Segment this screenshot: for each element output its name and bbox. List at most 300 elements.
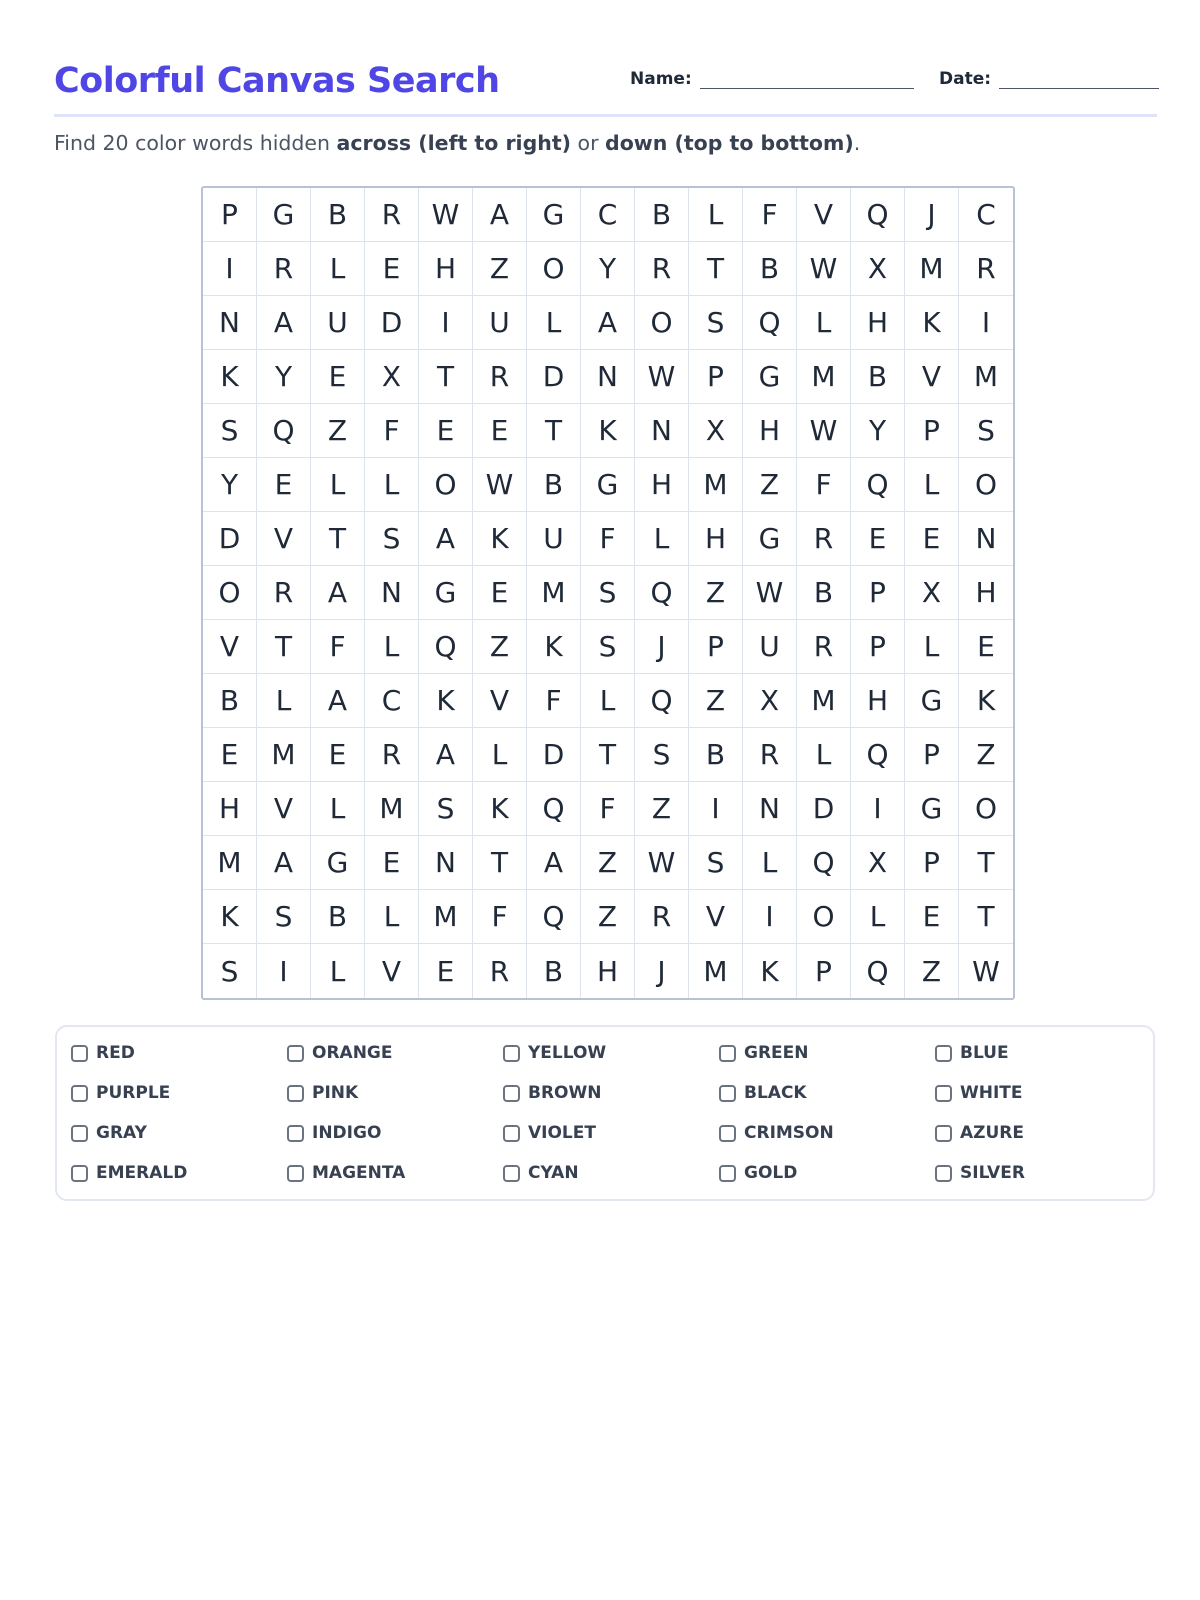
grid-cell[interactable]: Y	[581, 242, 635, 296]
grid-cell[interactable]: W	[419, 188, 473, 242]
grid-cell[interactable]: M	[257, 728, 311, 782]
grid-cell[interactable]: Q	[851, 188, 905, 242]
grid-cell[interactable]: P	[905, 728, 959, 782]
word-label: GRAY	[96, 1123, 147, 1143]
grid-cell[interactable]: M	[203, 836, 257, 890]
grid-cell[interactable]: B	[851, 350, 905, 404]
grid-cell[interactable]: O	[635, 296, 689, 350]
grid-cell[interactable]: E	[203, 728, 257, 782]
grid-cell[interactable]: T	[689, 242, 743, 296]
word-checkbox[interactable]	[503, 1085, 520, 1102]
name-label: Name:	[630, 69, 692, 89]
grid-cell[interactable]: L	[905, 458, 959, 512]
word-label: CRIMSON	[744, 1123, 834, 1143]
grid-cell[interactable]: N	[419, 836, 473, 890]
grid-cell[interactable]: F	[743, 188, 797, 242]
grid-cell[interactable]: Q	[527, 890, 581, 944]
grid-cell[interactable]: F	[473, 890, 527, 944]
grid-cell[interactable]: W	[797, 404, 851, 458]
grid-cell[interactable]: S	[203, 404, 257, 458]
grid-cell[interactable]: M	[365, 782, 419, 836]
grid-cell[interactable]: T	[959, 890, 1013, 944]
grid-cell[interactable]: N	[581, 350, 635, 404]
word-list-item[interactable]	[71, 1162, 187, 1184]
grid-cell[interactable]: M	[689, 458, 743, 512]
grid-cell[interactable]: A	[527, 836, 581, 890]
word-label: INDIGO	[312, 1123, 382, 1143]
word-list-item[interactable]	[503, 1162, 579, 1184]
word-label: WHITE	[960, 1083, 1023, 1103]
grid-cell[interactable]: L	[635, 512, 689, 566]
word-checkbox[interactable]	[503, 1125, 520, 1142]
grid-cell[interactable]: Q	[527, 782, 581, 836]
grid-cell[interactable]: L	[527, 296, 581, 350]
grid-cell[interactable]: U	[311, 296, 365, 350]
grid-cell[interactable]: E	[365, 242, 419, 296]
grid-cell[interactable]: B	[689, 728, 743, 782]
grid-cell[interactable]: F	[797, 458, 851, 512]
grid-cell[interactable]: M	[689, 944, 743, 998]
grid-cell[interactable]: K	[203, 350, 257, 404]
word-label: PURPLE	[96, 1083, 171, 1103]
grid-cell[interactable]: L	[851, 890, 905, 944]
grid-cell[interactable]: C	[959, 188, 1013, 242]
grid-cell[interactable]: Z	[581, 890, 635, 944]
grid-cell[interactable]: G	[581, 458, 635, 512]
grid-cell[interactable]: K	[473, 512, 527, 566]
grid-cell[interactable]: W	[743, 566, 797, 620]
grid-cell[interactable]: Z	[473, 620, 527, 674]
grid-cell[interactable]: E	[311, 728, 365, 782]
grid-cell[interactable]: C	[581, 188, 635, 242]
word-label: VIOLET	[528, 1123, 596, 1143]
grid-cell[interactable]: Z	[689, 566, 743, 620]
grid-cell[interactable]: E	[419, 944, 473, 998]
grid-cell[interactable]: E	[473, 566, 527, 620]
word-list-item[interactable]	[71, 1082, 170, 1104]
grid-cell[interactable]: L	[311, 242, 365, 296]
grid-cell[interactable]: L	[311, 458, 365, 512]
grid-cell[interactable]: G	[905, 674, 959, 728]
grid-cell[interactable]: S	[959, 404, 1013, 458]
grid-cell[interactable]: X	[365, 350, 419, 404]
grid-cell[interactable]: L	[257, 674, 311, 728]
word-list-item[interactable]	[71, 1122, 147, 1144]
grid-cell[interactable]: K	[581, 404, 635, 458]
word-checkbox[interactable]	[71, 1045, 88, 1062]
grid-cell[interactable]: M	[905, 242, 959, 296]
worksheet-title: Colorful Canvas Search	[54, 61, 500, 101]
grid-cell[interactable]: Q	[851, 728, 905, 782]
grid-cell[interactable]: B	[311, 890, 365, 944]
grid-cell[interactable]: L	[797, 728, 851, 782]
word-list-item[interactable]	[935, 1122, 1024, 1144]
grid-cell[interactable]: I	[419, 296, 473, 350]
grid-cell[interactable]: I	[959, 296, 1013, 350]
grid-cell[interactable]: I	[743, 890, 797, 944]
grid-cell[interactable]: B	[527, 944, 581, 998]
name-blank-line	[700, 66, 914, 89]
grid-cell[interactable]: O	[419, 458, 473, 512]
grid-cell[interactable]: L	[797, 296, 851, 350]
grid-cell[interactable]: I	[203, 242, 257, 296]
grid-cell[interactable]: T	[527, 404, 581, 458]
word-checkbox[interactable]	[71, 1085, 88, 1102]
grid-cell[interactable]: X	[851, 836, 905, 890]
word-checkbox[interactable]	[719, 1125, 736, 1142]
grid-cell[interactable]: Z	[689, 674, 743, 728]
grid-cell[interactable]: G	[743, 512, 797, 566]
word-list-item[interactable]	[719, 1082, 807, 1104]
grid-cell[interactable]: A	[311, 566, 365, 620]
date-label: Date:	[939, 69, 992, 89]
grid-cell[interactable]: W	[473, 458, 527, 512]
grid-cell[interactable]: J	[905, 188, 959, 242]
grid-cell[interactable]: E	[365, 836, 419, 890]
word-list-item[interactable]	[935, 1162, 1025, 1184]
word-checkbox[interactable]	[935, 1165, 952, 1182]
grid-cell[interactable]: N	[635, 404, 689, 458]
word-label: GREEN	[744, 1043, 809, 1063]
grid-cell[interactable]: L	[743, 836, 797, 890]
grid-cell[interactable]: O	[959, 458, 1013, 512]
grid-cell[interactable]: A	[581, 296, 635, 350]
grid-cell[interactable]: E	[473, 404, 527, 458]
word-list-item[interactable]	[719, 1162, 797, 1184]
grid-cell[interactable]: L	[689, 188, 743, 242]
grid-cell[interactable]: X	[689, 404, 743, 458]
name-field	[630, 66, 914, 89]
grid-cell[interactable]: R	[473, 944, 527, 998]
grid-cell[interactable]: W	[797, 242, 851, 296]
grid-cell[interactable]: W	[972, 954, 1000, 988]
grid-cell[interactable]: V	[797, 188, 851, 242]
grid-cell[interactable]: R	[257, 566, 311, 620]
grid-cell[interactable]: X	[905, 566, 959, 620]
word-list-item[interactable]	[503, 1122, 596, 1144]
grid-cell[interactable]: P	[689, 350, 743, 404]
grid-cell[interactable]: D	[365, 296, 419, 350]
grid-cell[interactable]: X	[743, 674, 797, 728]
grid-cell[interactable]: M	[797, 674, 851, 728]
grid-cell[interactable]: R	[635, 242, 689, 296]
word-list-box	[55, 1025, 1155, 1201]
grid-cell[interactable]: X	[851, 242, 905, 296]
grid-cell[interactable]: K	[743, 944, 797, 998]
grid-cell[interactable]: N	[365, 566, 419, 620]
word-checkbox[interactable]	[287, 1125, 304, 1142]
grid-cell[interactable]: M	[419, 890, 473, 944]
grid-cell[interactable]: K	[203, 890, 257, 944]
grid-cell[interactable]: H	[851, 674, 905, 728]
grid-cell[interactable]: W	[635, 836, 689, 890]
grid-cell[interactable]: Z	[743, 458, 797, 512]
grid-cell[interactable]: I	[257, 944, 311, 998]
word-list-item[interactable]	[935, 1042, 1009, 1064]
grid-cell[interactable]: E	[311, 350, 365, 404]
instructions-across: across (left to right)	[336, 131, 572, 155]
grid-cell[interactable]: J	[635, 944, 689, 998]
grid-cell[interactable]: D	[203, 512, 257, 566]
grid-cell[interactable]: G	[905, 782, 959, 836]
grid-cell[interactable]: R	[635, 890, 689, 944]
grid-cell[interactable]: K	[419, 674, 473, 728]
grid-cell[interactable]: U	[473, 296, 527, 350]
grid-cell[interactable]: R	[797, 620, 851, 674]
grid-cell[interactable]: O	[959, 782, 1013, 836]
grid-cell[interactable]: V	[905, 350, 959, 404]
grid-cell[interactable]: A	[257, 296, 311, 350]
grid-cell[interactable]: A	[257, 836, 311, 890]
grid-cell[interactable]: P	[851, 566, 905, 620]
grid-cell[interactable]: P	[689, 620, 743, 674]
grid-cell[interactable]: E	[419, 404, 473, 458]
word-label: BROWN	[528, 1083, 602, 1103]
grid-cell[interactable]: Q	[635, 674, 689, 728]
grid-cell[interactable]: L	[905, 620, 959, 674]
grid-cell[interactable]: S	[419, 782, 473, 836]
word-label: YELLOW	[528, 1043, 607, 1063]
grid-cell[interactable]: P	[203, 188, 257, 242]
grid-cell[interactable]: S	[689, 836, 743, 890]
grid-cell[interactable]: W	[635, 350, 689, 404]
grid-cell[interactable]: Z	[905, 944, 959, 998]
grid-cell[interactable]: E	[905, 890, 959, 944]
word-checkbox[interactable]	[71, 1125, 88, 1142]
word-label: BLUE	[960, 1043, 1009, 1063]
grid-cell[interactable]: N	[743, 782, 797, 836]
grid-cell[interactable]: U	[527, 512, 581, 566]
grid-cell[interactable]: T	[581, 728, 635, 782]
grid-cell[interactable]: K	[473, 782, 527, 836]
grid-cell[interactable]: B	[743, 242, 797, 296]
grid-cell[interactable]: S	[635, 728, 689, 782]
grid-cell[interactable]: M	[959, 350, 1013, 404]
grid-cell[interactable]: B	[311, 188, 365, 242]
instructions-suffix: .	[853, 131, 861, 155]
grid-cell[interactable]: D	[527, 350, 581, 404]
word-label: SILVER	[960, 1163, 1025, 1183]
grid-cell[interactable]: B	[527, 458, 581, 512]
word-list-item[interactable]	[287, 1122, 381, 1144]
grid-cell[interactable]: K	[527, 620, 581, 674]
grid-cell[interactable]: S	[365, 512, 419, 566]
grid-cell[interactable]: R	[257, 242, 311, 296]
word-list-item[interactable]	[503, 1082, 601, 1104]
grid-cell[interactable]: O	[203, 566, 257, 620]
grid-cell[interactable]: G	[527, 188, 581, 242]
word-label: RED	[96, 1043, 135, 1063]
word-label: EMERALD	[96, 1163, 188, 1183]
grid-cell[interactable]: V	[473, 674, 527, 728]
grid-cell[interactable]: M	[797, 350, 851, 404]
grid-cell[interactable]: M	[527, 566, 581, 620]
grid-cell[interactable]: A	[419, 728, 473, 782]
grid-cell[interactable]: E	[905, 512, 959, 566]
grid-cell[interactable]: R	[797, 512, 851, 566]
grid-cell[interactable]: B	[797, 566, 851, 620]
grid-cell[interactable]: L	[311, 944, 365, 998]
grid-cell[interactable]: F	[527, 674, 581, 728]
grid-cell[interactable]: T	[959, 836, 1013, 890]
grid-cell[interactable]: V	[257, 782, 311, 836]
word-checkbox[interactable]	[935, 1045, 952, 1062]
grid-cell[interactable]: C	[365, 674, 419, 728]
word-checkbox[interactable]	[503, 1165, 520, 1182]
grid-cell[interactable]: I	[689, 782, 743, 836]
grid-cell[interactable]: R	[365, 188, 419, 242]
grid-cell[interactable]: Y	[851, 404, 905, 458]
grid-cell[interactable]: H	[581, 944, 635, 998]
word-list-item[interactable]	[71, 1042, 135, 1064]
grid-cell[interactable]: Z	[311, 404, 365, 458]
grid-cell[interactable]: L	[473, 728, 527, 782]
grid-cell[interactable]: L	[311, 782, 365, 836]
word-list-item[interactable]	[287, 1042, 393, 1064]
instructions-middle: or	[571, 131, 606, 155]
grid-cell[interactable]: S	[581, 566, 635, 620]
grid-cell[interactable]: B	[635, 188, 689, 242]
grid-cell[interactable]: B	[203, 674, 257, 728]
grid-cell[interactable]: H	[959, 566, 1013, 620]
grid-cell[interactable]: S	[203, 944, 257, 998]
grid-cell[interactable]: V	[203, 620, 257, 674]
grid-cell[interactable]: K	[959, 674, 1013, 728]
word-checkbox[interactable]	[935, 1085, 952, 1102]
grid-cell[interactable]: E	[959, 620, 1013, 674]
grid-cell[interactable]: G	[257, 188, 311, 242]
instructions	[54, 131, 860, 155]
word-checkbox[interactable]	[71, 1165, 88, 1182]
grid-cell[interactable]: O	[527, 242, 581, 296]
grid-cell[interactable]: Z	[581, 836, 635, 890]
grid-cell[interactable]: R	[473, 350, 527, 404]
grid-cell[interactable]: Z	[635, 782, 689, 836]
grid-cell[interactable]: Q	[419, 620, 473, 674]
word-checkbox[interactable]	[503, 1045, 520, 1062]
grid-cell[interactable]: T	[257, 620, 311, 674]
grid-cell[interactable]: D	[527, 728, 581, 782]
word-label: AZURE	[960, 1123, 1024, 1143]
grid-cell[interactable]: H	[743, 404, 797, 458]
grid-cell[interactable]: I	[851, 782, 905, 836]
grid-cell[interactable]: H	[203, 782, 257, 836]
grid-cell[interactable]: F	[365, 404, 419, 458]
grid-cell[interactable]: Y	[203, 458, 257, 512]
grid-cell[interactable]: H	[689, 512, 743, 566]
date-field	[939, 66, 1159, 89]
word-checkbox[interactable]	[287, 1085, 304, 1102]
grid-cell[interactable]: J	[635, 620, 689, 674]
grid-cell[interactable]: H	[851, 296, 905, 350]
grid-cell[interactable]: K	[905, 296, 959, 350]
word-list-item[interactable]	[287, 1082, 358, 1104]
grid-cell[interactable]: R	[365, 728, 419, 782]
word-checkbox[interactable]	[719, 1085, 736, 1102]
grid-cell[interactable]: H	[635, 458, 689, 512]
grid-cell[interactable]: E	[257, 458, 311, 512]
grid-cell[interactable]: F	[311, 620, 365, 674]
grid-cell[interactable]: A	[311, 674, 365, 728]
grid-cell[interactable]: G	[311, 836, 365, 890]
word-list-item[interactable]	[503, 1042, 606, 1064]
grid-cell[interactable]: V	[257, 512, 311, 566]
grid-cell[interactable]: O	[797, 890, 851, 944]
grid-cell[interactable]: G	[743, 350, 797, 404]
grid-cell[interactable]: R	[743, 728, 797, 782]
grid-cell[interactable]: N	[959, 512, 1013, 566]
word-label: MAGENTA	[312, 1163, 406, 1183]
word-label: ORANGE	[312, 1043, 393, 1063]
grid-cell[interactable]: Z	[959, 728, 1013, 782]
grid-cell[interactable]: Q	[743, 296, 797, 350]
word-checkbox[interactable]	[287, 1165, 304, 1182]
grid-cell[interactable]: A	[473, 188, 527, 242]
grid-cell[interactable]: T	[473, 836, 527, 890]
grid-cell[interactable]: Q	[851, 944, 905, 998]
grid-cell[interactable]: P	[905, 836, 959, 890]
grid-cell[interactable]: A	[419, 512, 473, 566]
grid-cell[interactable]: Y	[257, 350, 311, 404]
grid-cell[interactable]: H	[419, 242, 473, 296]
grid-cell[interactable]: T	[419, 350, 473, 404]
grid-cell[interactable]: R	[959, 242, 1013, 296]
grid-cell[interactable]: Q	[635, 566, 689, 620]
grid-cell[interactable]: D	[797, 782, 851, 836]
word-label: CYAN	[528, 1163, 579, 1183]
word-list-item[interactable]	[719, 1042, 809, 1064]
grid-cell[interactable]: L	[365, 620, 419, 674]
grid-cell[interactable]: L	[365, 458, 419, 512]
instructions-down: down (top to bottom)	[605, 131, 854, 155]
word-label: GOLD	[744, 1163, 798, 1183]
word-list-item[interactable]	[287, 1162, 405, 1184]
word-checkbox[interactable]	[287, 1045, 304, 1062]
grid-cell[interactable]: V	[689, 890, 743, 944]
grid-cell[interactable]: E	[851, 512, 905, 566]
grid-cell[interactable]: Q	[797, 836, 851, 890]
grid-cell[interactable]: U	[743, 620, 797, 674]
grid-cell[interactable]: F	[581, 782, 635, 836]
instructions-prefix: Find 20 color words hidden	[54, 131, 337, 155]
grid-cell[interactable]: L	[365, 890, 419, 944]
letter-grid	[201, 186, 1015, 1000]
grid-cell[interactable]: T	[311, 512, 365, 566]
word-checkbox[interactable]	[719, 1165, 736, 1182]
grid-cell[interactable]: P	[905, 404, 959, 458]
grid-cell[interactable]: F	[581, 512, 635, 566]
grid-cell[interactable]: Q	[851, 458, 905, 512]
grid-cell[interactable]: L	[581, 674, 635, 728]
grid-cell[interactable]: S	[689, 296, 743, 350]
word-list-item[interactable]	[935, 1082, 1023, 1104]
grid-cell[interactable]: N	[203, 296, 257, 350]
word-checkbox[interactable]	[935, 1125, 952, 1142]
grid-cell[interactable]: Q	[257, 404, 311, 458]
grid-cell[interactable]: P	[797, 944, 851, 998]
grid-cell[interactable]: S	[581, 620, 635, 674]
grid-cell[interactable]: Z	[473, 242, 527, 296]
date-blank-line	[999, 66, 1159, 89]
word-label: PINK	[312, 1083, 359, 1103]
word-list-item[interactable]	[719, 1122, 834, 1144]
grid-cell[interactable]: G	[419, 566, 473, 620]
word-checkbox[interactable]	[719, 1045, 736, 1062]
grid-cell[interactable]: V	[365, 944, 419, 998]
grid-cell[interactable]: P	[851, 620, 905, 674]
header-divider	[54, 114, 1157, 117]
grid-cell[interactable]: S	[257, 890, 311, 944]
